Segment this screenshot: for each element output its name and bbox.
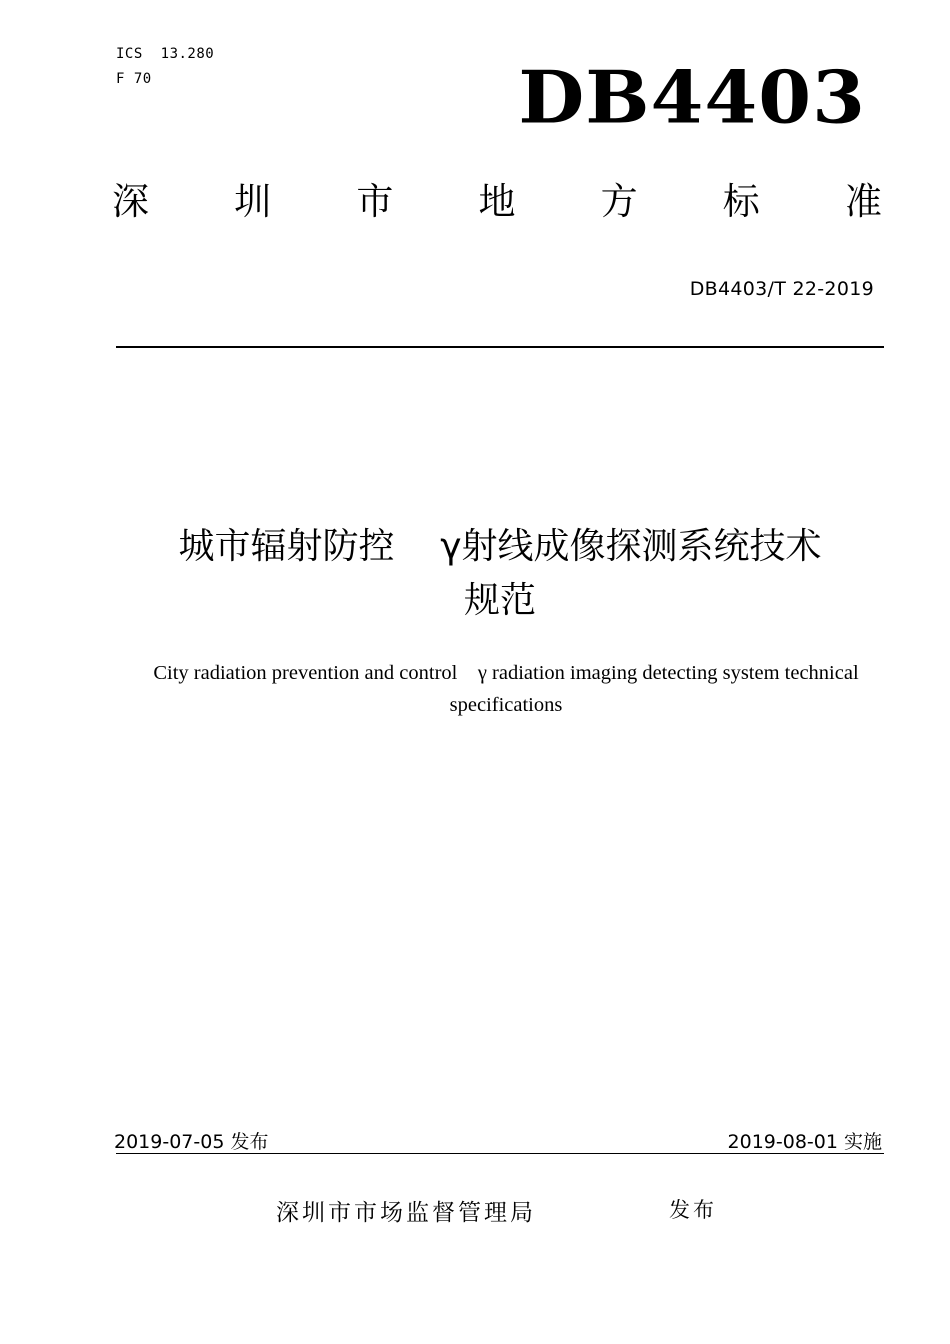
chinese-title-line-1: 城市辐射防控 γ射线成像探测系统技术	[178, 526, 822, 567]
ccs-code: F 70	[116, 71, 152, 87]
english-title-line-2: specifications	[449, 694, 563, 716]
english-title-line-1: City radiation prevention and control γ radiation imaging detecting system technical	[153, 662, 859, 684]
issuing-authority: 深圳市市场监督管理局	[276, 1200, 536, 1226]
standard-type-char: 圳	[234, 180, 272, 223]
footer-divider	[116, 1153, 884, 1154]
issue-label: 发布	[669, 1198, 717, 1222]
standard-type-char: 方	[600, 180, 638, 223]
standard-code-heading: DB4403	[518, 55, 866, 140]
document-number: DB4403/T 22-2019	[689, 278, 874, 300]
standard-type-char: 准	[844, 180, 882, 223]
standard-type-char: 标	[722, 180, 760, 223]
english-title	[116, 657, 896, 721]
chinese-title-line-2: 规范	[463, 580, 536, 621]
chinese-title	[116, 520, 884, 628]
standard-type-char: 地	[478, 180, 516, 223]
ics-code: ICS 13.280	[116, 46, 215, 62]
issue-date: 2019-07-05 发布	[114, 1131, 269, 1153]
effective-date: 2019-08-01 实施	[727, 1131, 882, 1153]
header-divider	[116, 346, 884, 348]
standard-type-char: 市	[356, 180, 394, 223]
standard-type-char: 深	[112, 180, 149, 223]
standard-type-heading	[112, 176, 882, 228]
